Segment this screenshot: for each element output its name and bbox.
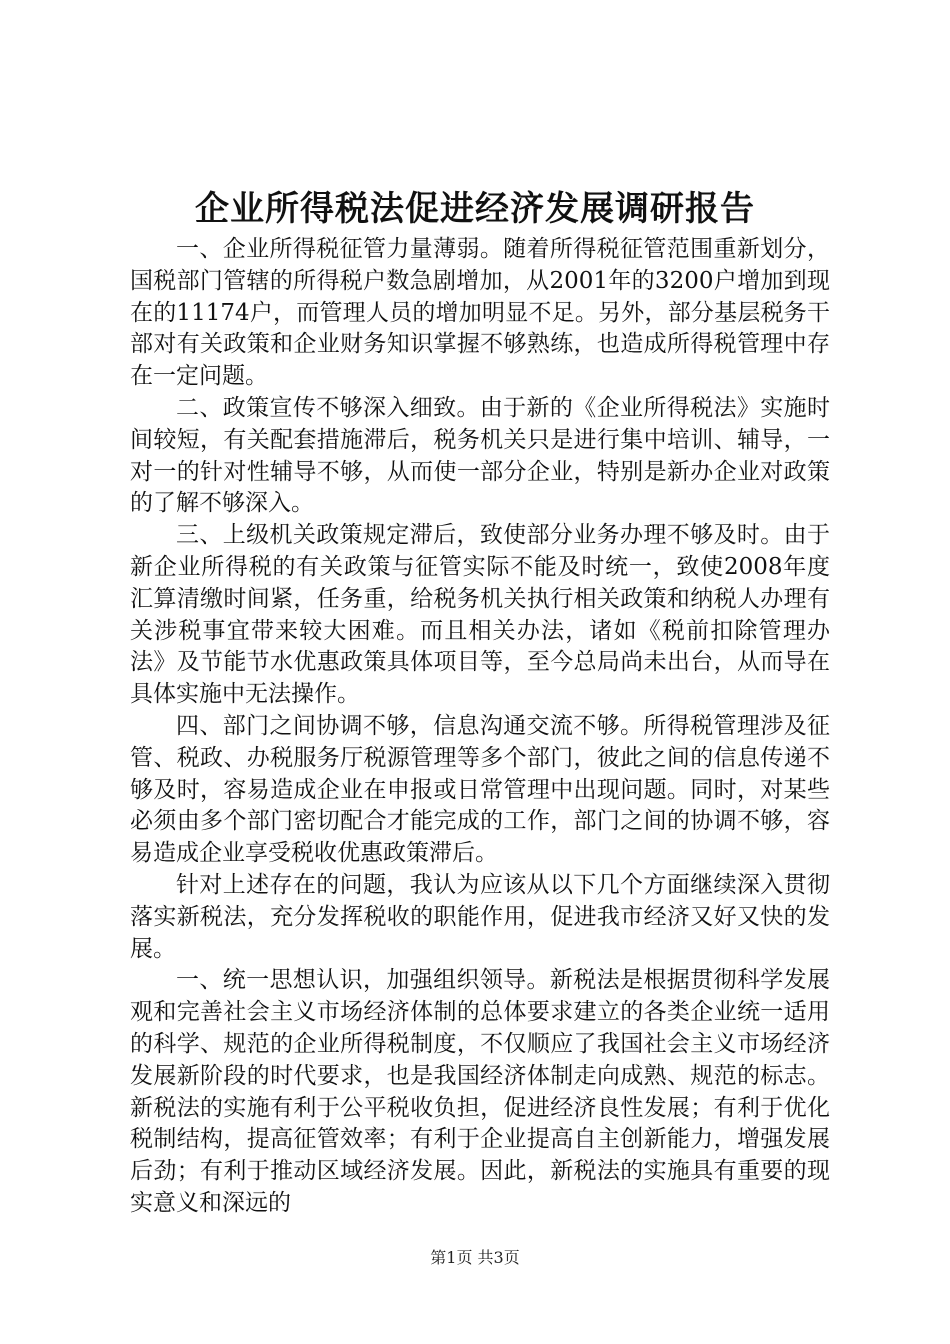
- paragraph: 四、部门之间协调不够，信息沟通交流不够。所得税管理涉及征管、税政、办税服务厅税源管理等多个部门，彼此之间的信息传递不够及时，容易造成企业在申报或日常管理中出现问题。同时，对某些必须由多个部门密切配合才能完成的工作，部门之间的协调不够，容易造成企业享受税收优惠政策滞后。: [130, 712, 830, 867]
- paragraph: 一、统一思想认识，加强组织领导。新税法是根据贯彻科学发展观和完善社会主义市场经济体制的总体要求建立的各类企业统一适用的科学、规范的企业所得税制度，不仅顺应了我国社会主义市场经济发展新阶段的时代要求，也是我国经济体制走向成熟、规范的标志。新税法的实施有利于公平税收负担，促进经济良性发展；有利于优化税制结构，提高征管效率；有利于企业提高自主创新能力，增强发展后劲；有利于推动区域经济发展。因此，新税法的实施具有重要的现实意义和深远的: [130, 967, 830, 1216]
- paragraph: 三、上级机关政策规定滞后，致使部分业务办理不够及时。由于新企业所得税的有关政策与征管实际不能及时统一，致使2008年度汇算清缴时间紧，任务重，给税务机关执行相关政策和纳税人办理有关涉税事宜带来较大困难。而且相关办法，诸如《税前扣除管理办法》及节能节水优惠政策具体项目等，至今总局尚未出台，从而导在具体实施中无法操作。: [130, 522, 830, 708]
- document-body: [130, 234, 830, 1220]
- paragraph: 一、企业所得税征管力量薄弱。随着所得税征管范围重新划分，国税部门管辖的所得税户数急剧增加，从2001年的3200户增加到现在的11174户，而管理人员的增加明显不足。另外，部分基层税务干部对有关政策和企业财务知识掌握不够熟练，也造成所得税管理中存在一定问题。: [130, 236, 830, 390]
- page-number-footer: 第1页 共3页: [430, 1248, 520, 1267]
- paragraph: 二、政策宣传不够深入细致。由于新的《企业所得税法》实施时间较短，有关配套措施滞后，税务机关只是进行集中培训、辅导，一对一的针对性辅导不够，从而使一部分企业，特别是新办企业对政策的了解不够深入。: [130, 394, 830, 517]
- document-title: 企业所得税法促进经济发展调研报告: [195, 189, 755, 229]
- paragraph: 针对上述存在的问题，我认为应该从以下几个方面继续深入贯彻落实新税法，充分发挥税收的职能作用，促进我市经济又好又快的发展。: [130, 871, 830, 962]
